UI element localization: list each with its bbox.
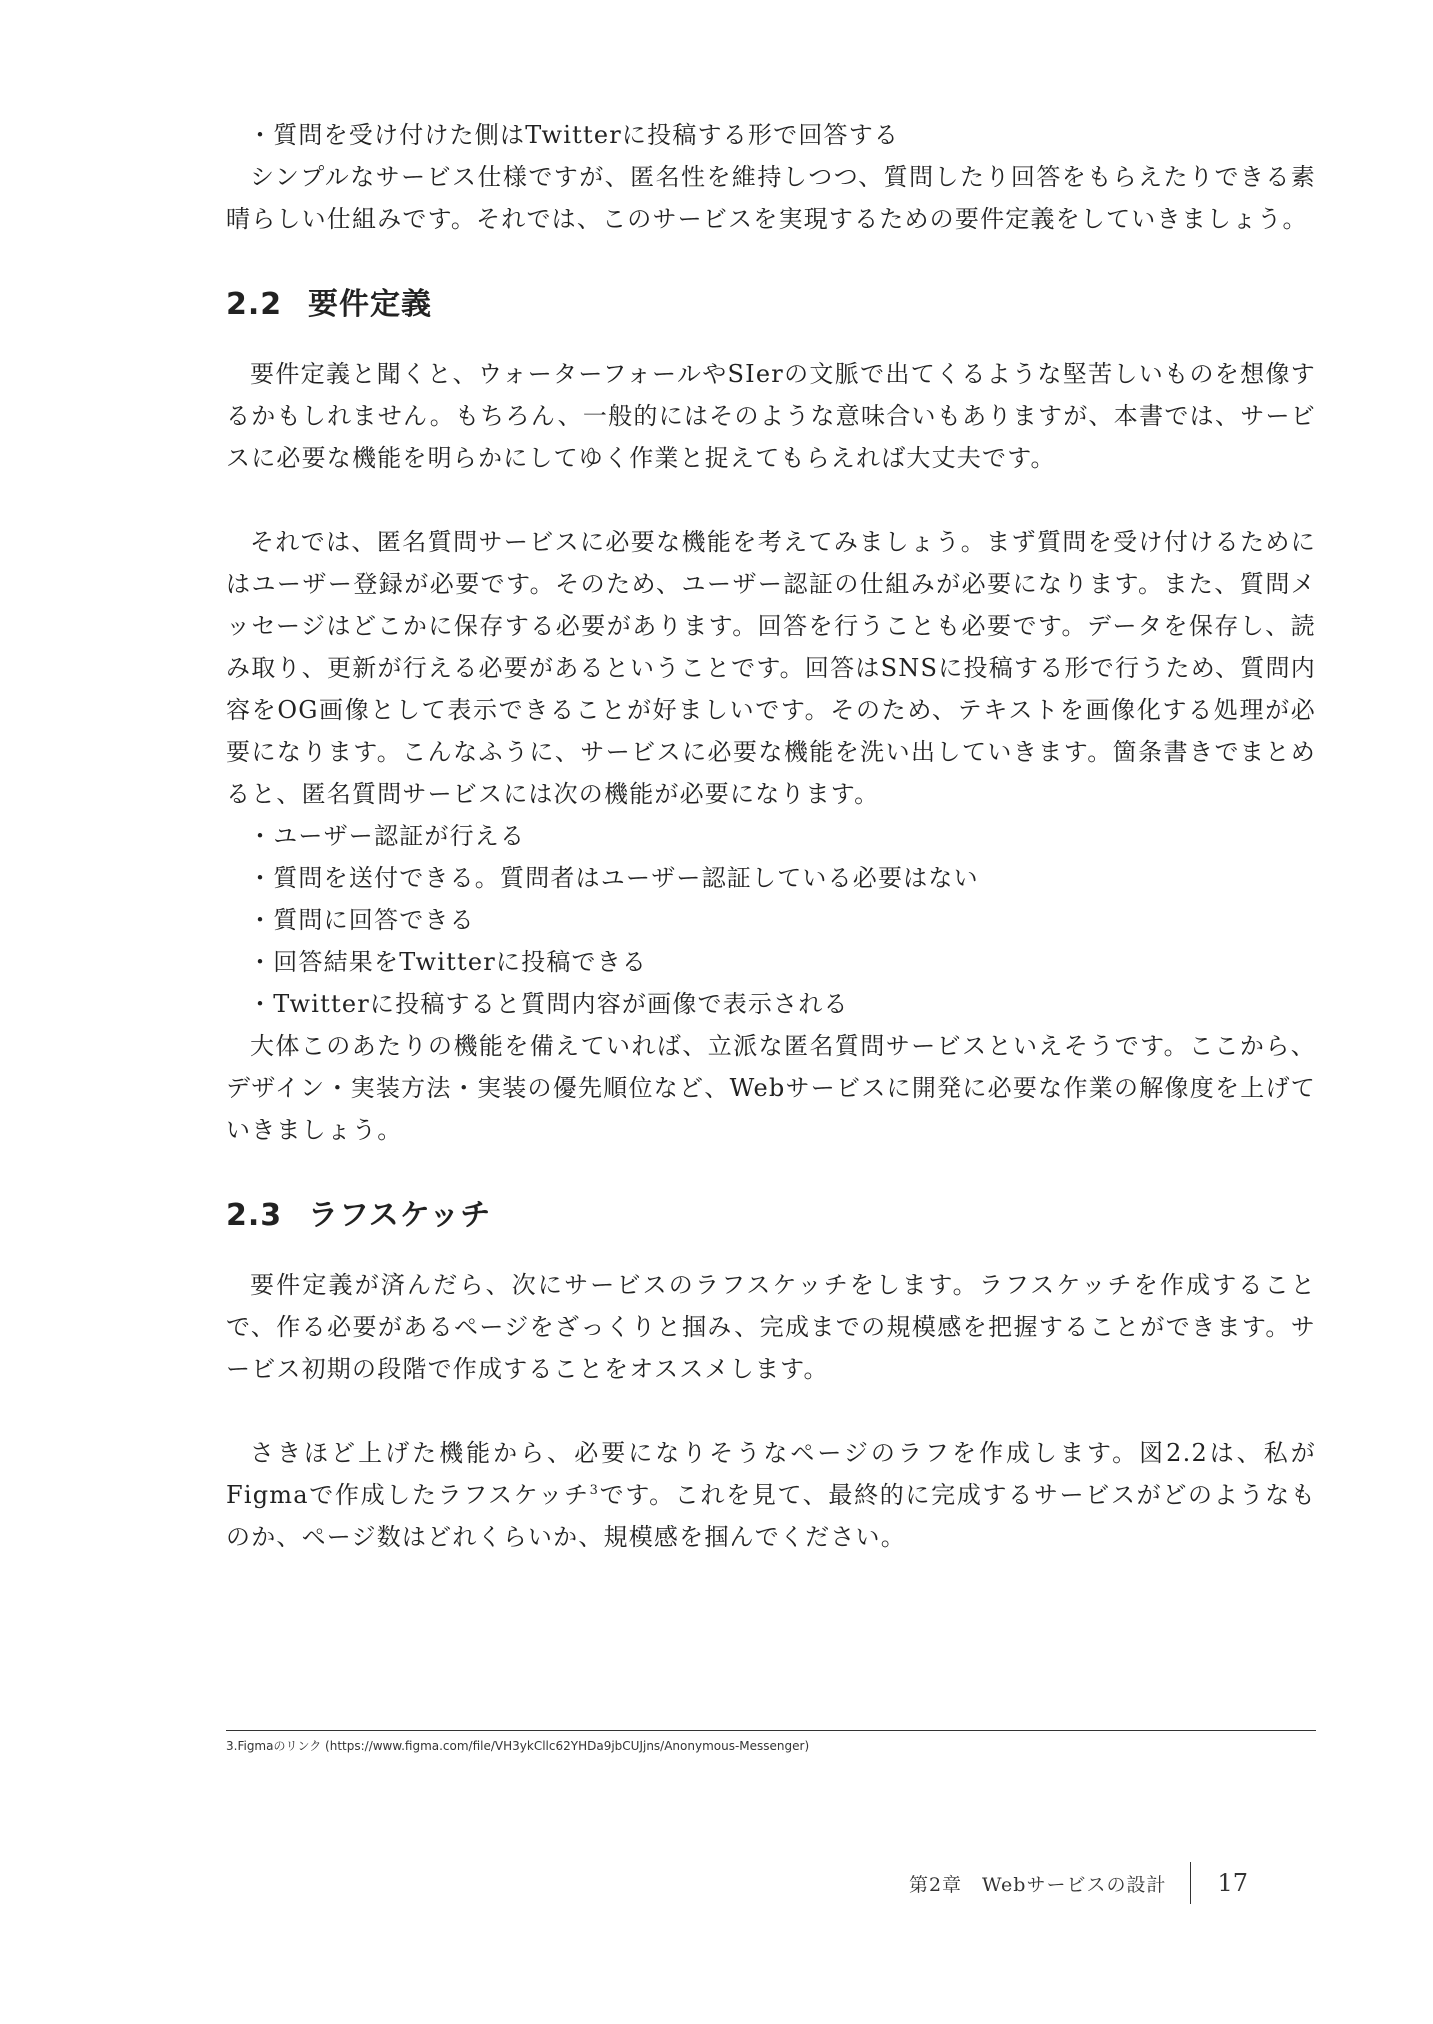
- section-heading-2-3: [226, 1195, 1316, 1237]
- footnote-reference: 3: [589, 1483, 600, 1498]
- section-number: 2.3: [226, 1198, 283, 1233]
- footnote-divider: [226, 1730, 1316, 1731]
- list-item: ・質問に回答できる: [248, 906, 475, 934]
- section-title: ラフスケッチ: [308, 1198, 492, 1233]
- section-number: 2.2: [226, 287, 283, 322]
- paragraph-text: です。これを見て、最終的に完成するサービスがどのようなものか、ページ数はどれくらいか、規模感を掴んでください。: [226, 1481, 1316, 1551]
- section-title: 要件定義: [308, 287, 432, 322]
- paragraph-text: さきほど上げた機能から、必要になりそうなページのラフを作成します。図2.2は、私がFigmaで作成したラフスケッチ: [226, 1439, 1316, 1509]
- paragraph: [226, 1432, 1316, 1558]
- running-footer: [909, 1862, 1248, 1904]
- list-item: ・ユーザー認証が行える: [248, 822, 526, 850]
- paragraph: 要件定義が済んだら、次にサービスのラフスケッチをします。ラフスケッチを作成することで、作る必要があるページをざっくりと掴み、完成までの規模感を把握することができます。サービス初期の段階で作成することをオススメします。: [226, 1271, 1316, 1383]
- page-body: [226, 114, 1316, 1558]
- section-heading-2-2: [226, 284, 1316, 326]
- paragraph: 大体このあたりの機能を備えていれば、立派な匿名質問サービスといえそうです。ここから、デザイン・実装方法・実装の優先順位など、Webサービスに開発に必要な作業の解像度を上げていきましょう。: [226, 1032, 1316, 1144]
- intro-bullet: ・質問を受け付けた側はTwitterに投稿する形で回答する: [248, 121, 900, 149]
- list-item: ・回答結果をTwitterに投稿できる: [248, 948, 648, 976]
- paragraph: 要件定義と聞くと、ウォーターフォールやSIerの文脈で出てくるような堅苦しいものを想像するかもしれません。もちろん、一般的にはそのような意味合いもありますが、本書では、サービスに必要な機能を明らかにしてゆく作業と捉えてもらえれば大丈夫です。: [226, 360, 1316, 472]
- list-item: ・Twitterに投稿すると質問内容が画像で表示される: [248, 990, 849, 1018]
- list-item: ・質問を送付できる。質問者はユーザー認証している必要はない: [248, 864, 979, 892]
- footnote: 3.Figmaのリンク (https://www.figma.com/file/VH3ykCllc62YHDa9jbCUJjns/Anonymous-Messenger): [226, 1739, 810, 1753]
- footer-divider: [1190, 1862, 1191, 1904]
- intro-paragraph: シンプルなサービス仕様ですが、匿名性を維持しつつ、質問したり回答をもらえたりできる素晴らしい仕組みです。それでは、このサービスを実現するための要件定義をしていきましょう。: [226, 163, 1316, 233]
- chapter-label: 第2章 Webサービスの設計: [908, 1873, 1167, 1896]
- paragraph: それでは、匿名質問サービスに必要な機能を考えてみましょう。まず質問を受け付けるためにはユーザー登録が必要です。そのため、ユーザー認証の仕組みが必要になります。また、質問メッセージはどこかに保存する必要があります。回答を行うことも必要です。データを保存し、読み取り、更新が行える必要があるということです。回答はSNSに投稿する形で行うため、質問内容をOG画像として表示できることが好ましいです。そのため、テキストを画像化する処理が必要になります。こんなふうに、サービスに必要な機能を洗い出していきます。箇条書きでまとめると、匿名質問サービスには次の機能が必要になります。: [226, 528, 1316, 808]
- page-number: 17: [1217, 1869, 1248, 1897]
